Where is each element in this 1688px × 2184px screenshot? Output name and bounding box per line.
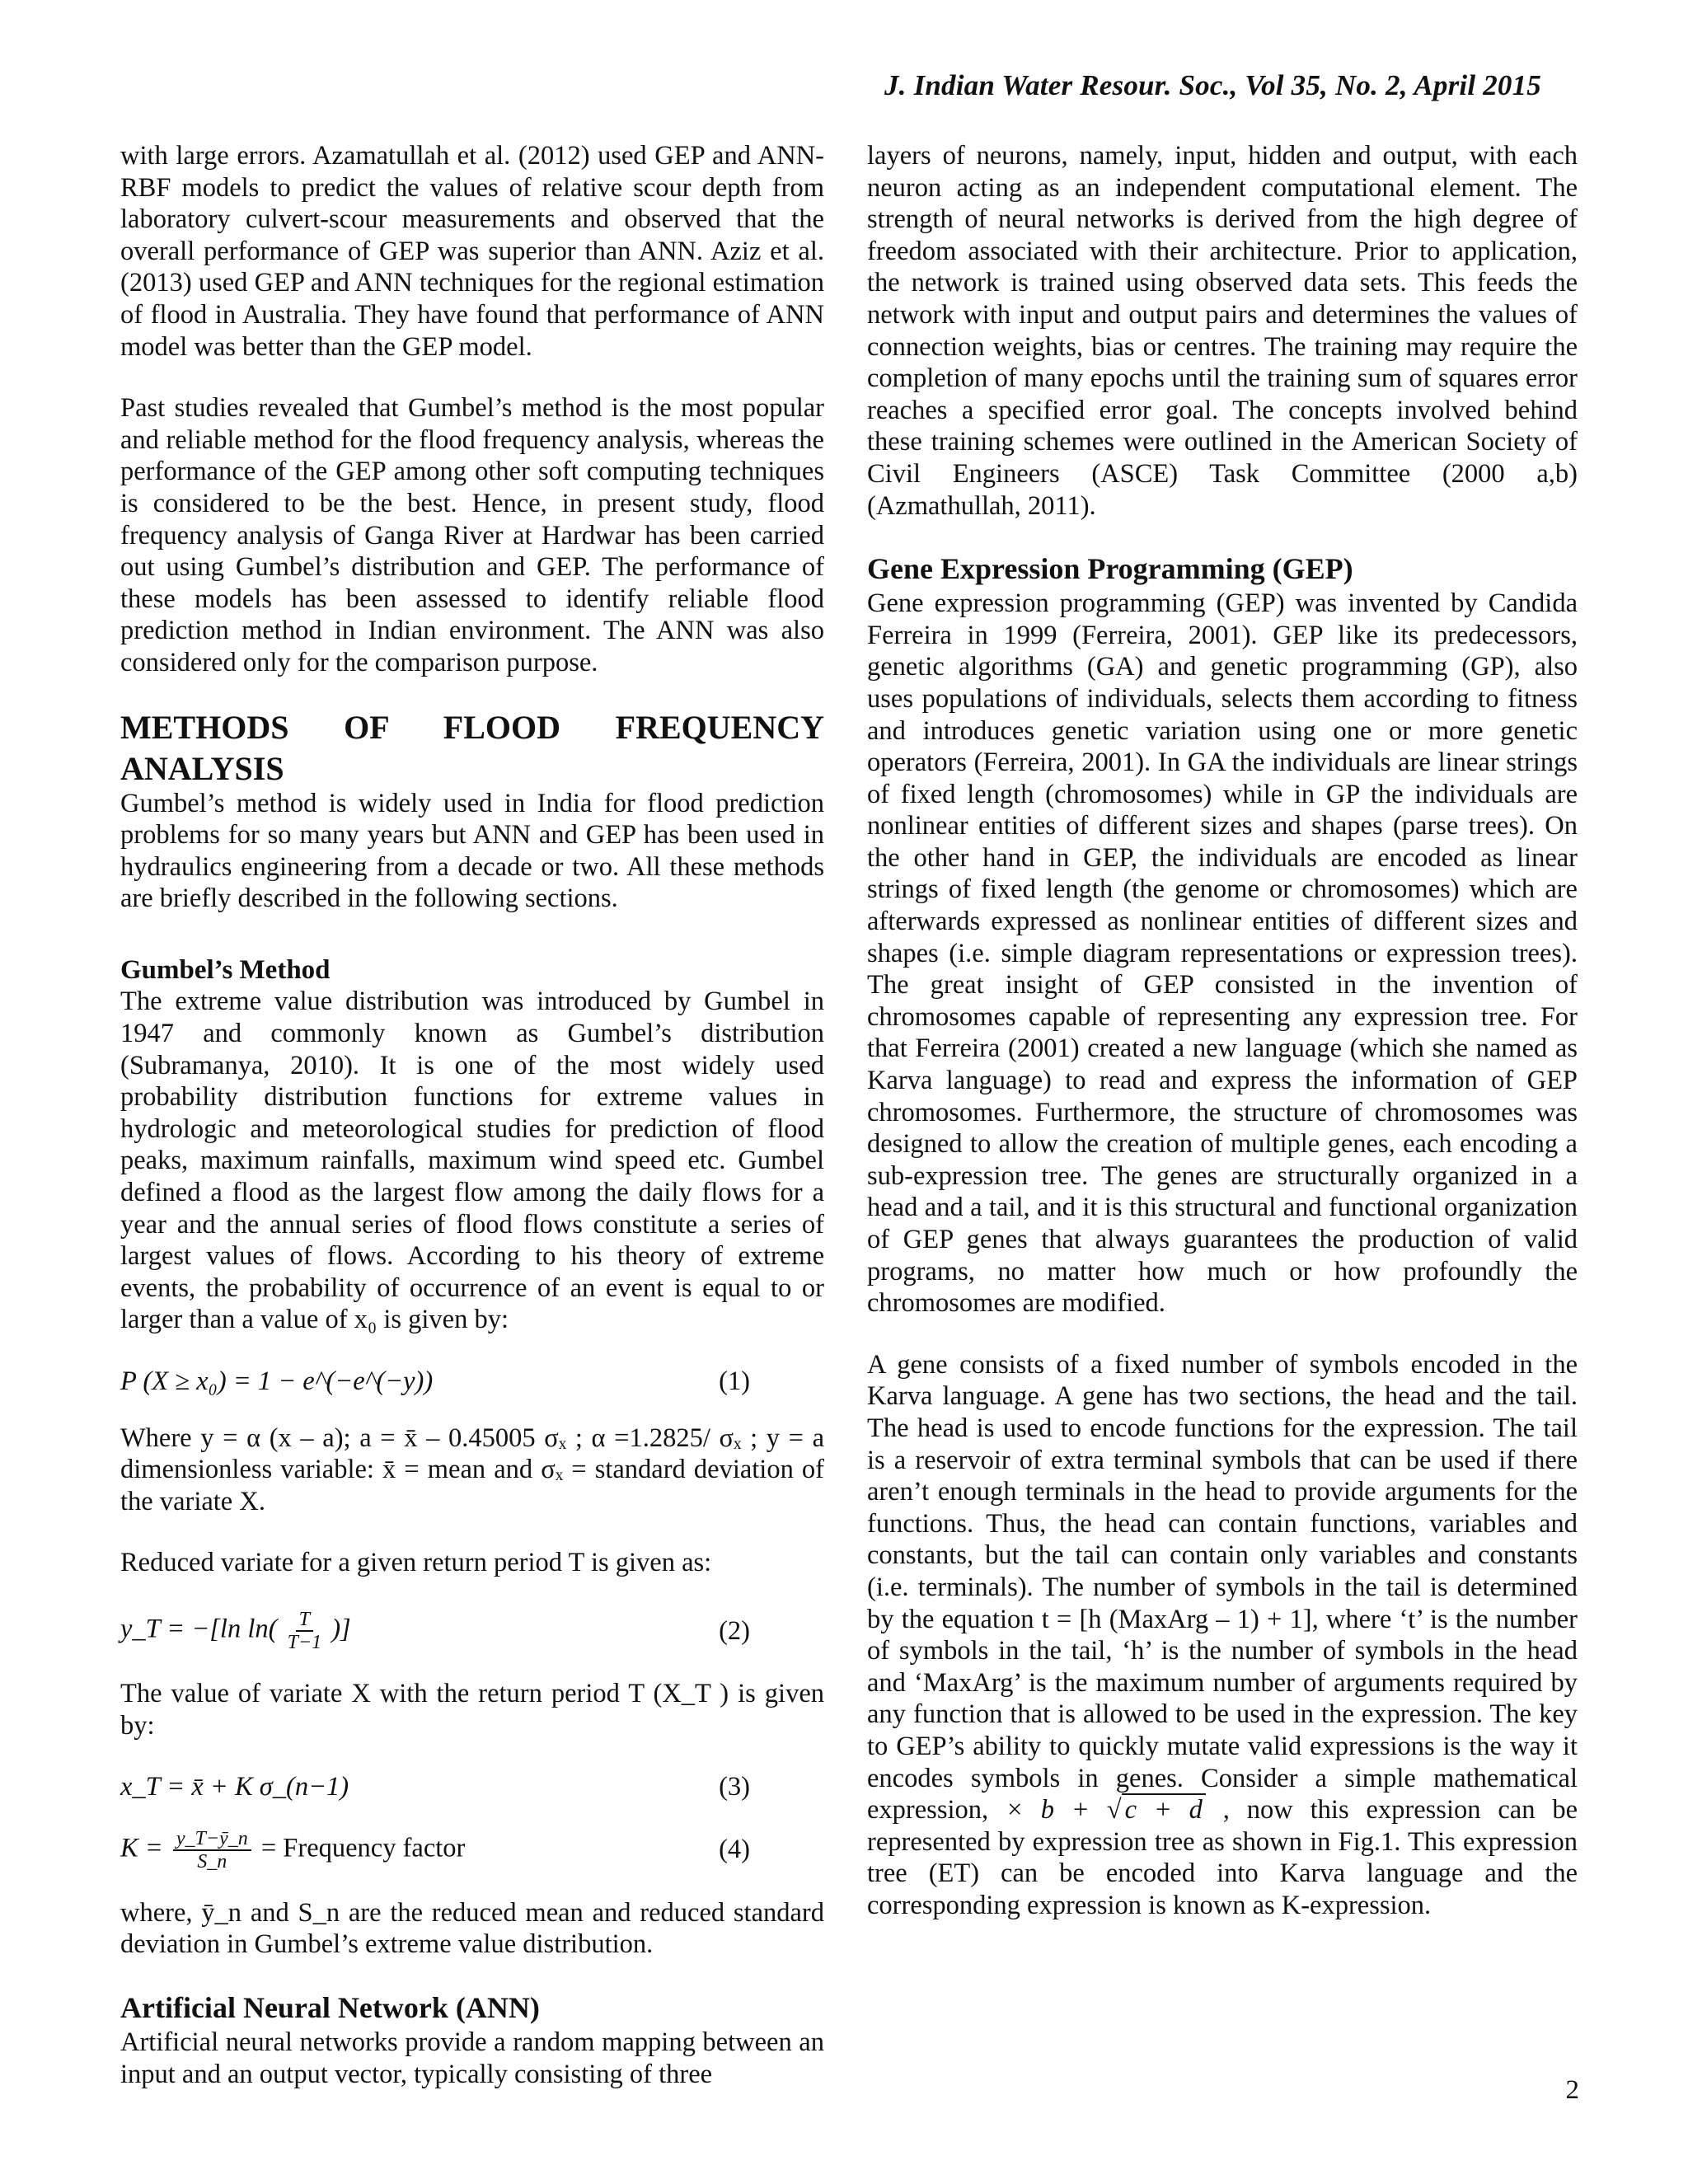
section-heading-ann: Artificial Neural Network (ANN) [120,1990,540,2024]
paragraph: where, ȳ_n and S_n are the reduced mean and reduced standard deviation in Gumbel’s extreme value distribution. [120,1897,824,1960]
paragraph: Artificial neural networks provide a random mapping between an input and an output vector, typically consisting of three [120,2027,824,2089]
equation-2-right: )] [331,1614,351,1644]
paragraph: layers of neurons, namely, input, hidden and output, with each neuron acting as an independent computational element. The strength of neural networks is derived from the high degree of freedom associated with their architecture. Prior to application, the network is trained using observed data sets. This feeds the network with input and output pairs and determines the values of connection weights, bias or centres. The training may require the completion of many epochs until the training sum of squares error reaches a specified error goal. The concepts involved behind these training schemes were outlined in the American Society of Civil Engineers (ASCE) Task Committee (2000 a,b) (Azmathullah, 2011). [867,141,1578,521]
right-column [867,140,1578,1951]
equation-2-denominator: T−1 [287,1631,322,1653]
journal-header: J. Indian Water Resour. Soc., Vol 35, No. 2, April 2015 [884,69,1541,101]
equation-3 [120,1771,824,1803]
section-heading-gep: Gene Expression Programming (GEP) [867,552,1353,586]
equation-3-number: (3) [719,1772,750,1802]
paragraph: The value of variate X with the return period T (X_T ) is given by: [120,1678,824,1741]
paragraph: with large errors. Azamatullah et al. (2012) used GEP and ANN-RBF models to predict the values of relative scour depth from laboratory culvert-scour measurements and observed that the overall performance of GEP was superior than ANN. Aziz et al. (2013) used GEP and ANN techniques for the regional estimation of flood in Australia. They have found that performance of ANN model was better than the GEP model. [120,141,824,362]
equation-2-left: y_T = −[ln ln( [120,1614,278,1644]
paragraph: Past studies revealed that Gumbel’s method is the most popular and reliable method for the flood frequency analysis, whereas the performance of the GEP among other soft computing techniques is considered to be the best. Hence, in present study, flood frequency analysis of Ganga River at Hardwar has been carried out using Gumbel’s distribution and GEP. The performance of these models has been assessed to identify reliable flood prediction method in Indian environment. The ANN was also considered only for the comparison purpose. [120,393,824,677]
equation-4-fraction [173,1828,251,1872]
equation-4-number: (4) [719,1835,750,1865]
paragraph: Where y = α (x – a); a = x̄ – 0.45005 σₓ ; α =1.2825/ σₓ ; y = a dimensionless variable: x̄ = mean and σₓ = standard deviation of the variate X. [120,1422,824,1516]
paragraph: Reduced variate for a given return period T is given as: [120,1548,712,1578]
equation-2-numerator: T [296,1609,313,1632]
equation-4-denominator: S_n [197,1850,227,1872]
equation-4-body [120,1828,465,1872]
inline-expression: × b + [1006,1795,1090,1825]
paragraph-gene: A gene consists of a fixed number of symbols encoded in the Karva language. A gene has two sections, the head and the tail. The head is used to encode functions for the expression. The tail is a reservoir of extra terminal symbols that can be used if there aren’t enough terminals in the head to provide arguments for the functions. Thus, the head can contain functions, variables and constants, but the tail can contain only variables and constants (i.e. terminals). The number of symbols in the tail is determined by the equation t = [h (MaxArg – 1) + 1], where ‘t’ is the number of symbols in the tail, ‘h’ is the number of symbols in the head and ‘MaxArg’ is the maximum number of arguments required by any function that is allowed to be used in the expression. The key to GEP’s ability to quickly mutate valid expressions is the way it encodes symbols in genes. Consider a simple mathematical expression, × b + √ c + d , now this expression can be represented by expression tree as shown in Fig.1. This expression tree (ET) can be encoded into Karva language and the corresponding expression is known as K-expression. [867,1349,1578,1920]
equation-4-right: = Frequency factor [260,1833,466,1863]
page-number: 2 [1565,2075,1579,2105]
equation-1-body: P (X ≥ x₀) = 1 − e^(−e^(−y)) [120,1366,434,1396]
section-heading-methods: METHODS OF FLOOD FREQUENCY [120,708,824,746]
equation-4 [120,1828,824,1872]
paragraph: Gumbel’s method is widely used in India for flood prediction problems for so many years but ANN and GEP has been used in hydraulics engineering from a decade or two. All these methods are briefly described in the following sections. [120,788,824,914]
left-column [120,140,824,2120]
section-heading-methods-cont: ANALYSIS [120,749,284,787]
gene-text-b: , now this expression can be represented by expression tree as shown in Fig.1. This expression tree (ET) can be encoded into Karva language and the corresponding expression is known as K-expression. [867,1795,1578,1920]
subheading-gumbel: Gumbel’s Method [120,954,331,985]
paragraph: The extreme value distribution was introduced by Gumbel in 1947 and commonly known as Gumbel’s distribution (Subramanya, 2010). It is one of the most widely used probability distribution functions for extreme values in hydrologic and meteorological studies for prediction of flood peaks, maximum rainfalls, maximum wind speed etc. Gumbel defined a flood as the largest flow among the daily flows for a year and the annual series of flood flows constitute a series of largest values of flows. According to his theory of extreme events, the probability of occurrence of an event is equal to or larger than a value of x₀ is given by: [120,987,824,1335]
equation-1 [120,1366,824,1398]
equation-4-numerator: y_T−ȳ_n [173,1828,251,1851]
gene-text-a: A gene consists of a fixed number of symbols encoded in the Karva language. A gene has two sections, the head and the tail. The head is used to encode functions for the expression. The tail is a reservoir of extra terminal symbols that can be used if there aren’t enough terminals in the head to provide arguments for the functions. Thus, the head can contain functions, variables and constants, but the tail can contain only variables and constants (i.e. terminals). The number of symbols in the tail is determined by the equation t = [h (MaxArg – 1) + 1], where ‘t’ is the number of symbols in the tail, ‘h’ is the number of symbols in the head and ‘MaxArg’ is the maximum number of arguments required by any function that is allowed to be used in the expression. The key to GEP’s ability to quickly mutate valid expressions is the way it encodes symbols in genes. Consider a simple mathematical expression, [867,1349,1578,1825]
equation-2-fraction [288,1609,322,1653]
equation-2-body [120,1609,351,1653]
equation-2 [120,1609,824,1653]
equation-1-number: (1) [719,1366,750,1396]
equation-4-left: K = [120,1833,163,1863]
equation-2-number: (2) [719,1615,750,1646]
inline-sqrt-expression: c + d [1122,1793,1206,1825]
paragraph: Gene expression programming (GEP) was invented by Candida Ferreira in 1999 (Ferreira, 2001). GEP like its predecessors, genetic algorithms (GA) and genetic programming (GP), also uses populations of individuals, selects them according to fitness and introduces genetic variation using one or more genetic operators (Ferreira, 2001). In GA the individuals are linear strings of fixed length (chromosomes) while in GP the individuals are nonlinear entities of different sizes and shapes (parse trees). On the other hand in GEP, the individuals are encoded as linear strings of fixed length (the genome or chromosomes) which are afterwards expressed as nonlinear entities of different sizes and shapes (i.e. simple diagram representations or expression trees). The great insight of GEP consisted in the invention of chromosomes capable of representing any expression tree. For that Ferreira (2001) created a new language (which she named as Karva language) to read and express the information of GEP chromosomes. Furthermore, the structure of chromosomes was designed to allow the creation of multiple genes, each encoding a sub-expression tree. The genes are structurally organized in a head and a tail, and it is this structural and functional organization of GEP genes that always guarantees the production of valid programs, no matter how much or how profoundly the chromosomes are modified. [867,588,1578,1319]
equation-3-body: x_T = x̄ + K σ_(n−1) [120,1772,349,1802]
